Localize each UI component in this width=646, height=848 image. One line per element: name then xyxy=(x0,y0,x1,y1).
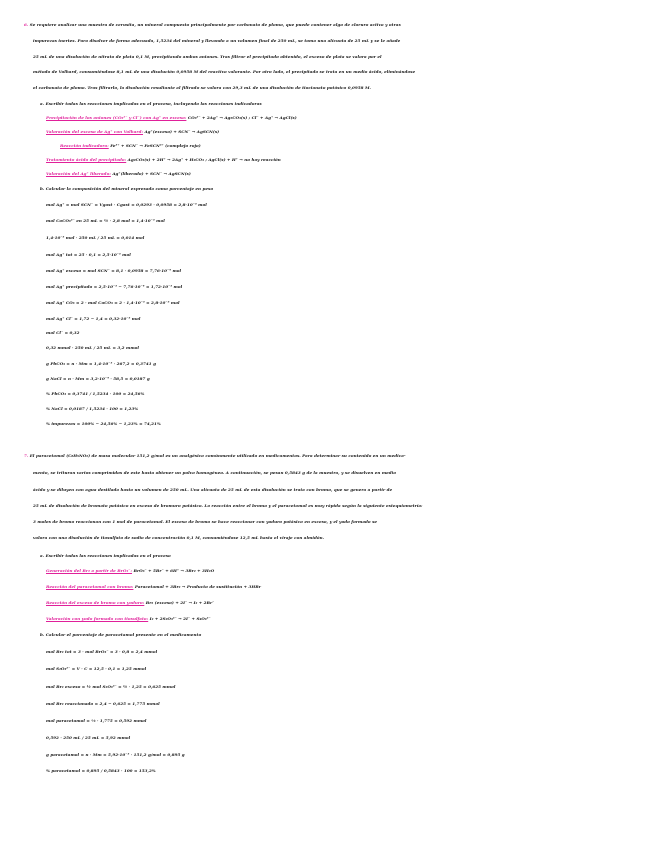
problem-7-part-a-label: a. Escribir todas las reacciones implicadas en el proceso xyxy=(40,553,171,558)
problem-7-number: 7. xyxy=(24,453,29,458)
p6-calc-11: g PbCO₃ = n · Mm = 1,4·10⁻³ · 267,2 = 0,3741 g xyxy=(46,361,156,366)
p7-reaction-4: Valoración con yodo formado con tiosulfato: I₂ + 2S₂O₃²⁻ → 2I⁻ + S₄O₆²⁻ xyxy=(46,616,211,621)
p6-calc-13: % PbCO₃ = 0,3741 / 1,5234 · 100 = 24,56% xyxy=(46,391,145,396)
p6-calc-2: mol CaCO₃²⁻ en 25 mL = ½ · 2,8 mol = 1,4·10⁻³ mol xyxy=(46,218,165,223)
p6-calc-4: mol Ag⁺ tot = 25 · 0,1 = 2,5·10⁻³ mol xyxy=(46,252,131,257)
p6-calc-8: mol Ag⁺ Cl⁻ = 1,72 − 1,4 = 0,32·10⁻³ mol xyxy=(46,316,141,321)
problem-6-line-5: el carbonato de plomo. Tras filtrarlo, la disolución resultante al filtrado se valora con 29,3 mL de una disolución de tiocianato potásico 0,0958 M. xyxy=(33,85,371,90)
p7-calc-6: 0,592 · 250 mL / 25 mL = 5,92 mmol xyxy=(46,735,131,740)
p6-calc-14: % NaCl = 0,0187 / 1,5234 · 100 = 1,23% xyxy=(46,406,139,411)
problem-7-part-b-label: b. Calcular el porcentaje de paracetamol presente en el medicamento xyxy=(40,632,202,637)
p6-calc-7: mol Ag⁺ CO₃ = 2 · mol CaCO₃ = 2 · 1,4·10⁻³ = 2,8·10⁻³ mol xyxy=(46,300,180,305)
p7-calc-3: mol Br₂ exceso = ½ mol S₂O₃²⁻ = ½ · 1,25 = 0,625 mmol xyxy=(46,684,176,689)
p6-calc-3: 1,4·10⁻³ mol · 250 mL / 25 mL = 0,014 mol xyxy=(46,235,145,240)
p6-calc-5: mol Ag⁺ exceso = mol SCN⁻ = 8,1 · 0,0958 = 7,76·10⁻⁴ mol xyxy=(46,268,182,273)
p6-calc-1: mol Ag⁺ = mol SCN⁻ = Vgast · Cgast = 0,0293 · 0,0958 = 2,8·10⁻³ mol xyxy=(46,202,207,207)
p6-calc-9: mol Cl⁻ = 0,32 xyxy=(46,330,80,335)
problem-6-intro-text: Se requiere analizar una muestra de cerusita, un mineral compuesto principalmente por carbonato de plomo, que puede contener algo de cloruro activo y otras xyxy=(29,22,401,27)
problem-6-line-4: método de Volhard, consumiéndose 8,1 mL de una disolución 0,0958 M del reactivo valorante. Por otro lado, el precipitado se trata en un medio ácido, eliminándose xyxy=(33,69,416,74)
problem-6-line-3: 25 mL de una disolución de nitrato de plata 0,1 M, precipitando ambos aniones. Tras filtrar el precipitado obtenido, el exceso de plata se valora por el xyxy=(33,54,382,59)
problem-7-line-3: ácido y se diluyen con agua destilada hasta un volumen de 250 mL. Una alícuota de 25 mL de esta disolución se trata con bromo, que se genera a partir de xyxy=(33,487,393,492)
p7-calc-5: mol paracetamol = ⅓ · 1,775 = 0,592 mmol xyxy=(46,718,147,723)
p7-calc-7: g paracetamol = n · Mm = 5,92·10⁻³ · 151,2 g/mol = 0,895 g xyxy=(46,752,185,757)
problem-6-number: 6. xyxy=(24,22,29,27)
p6-calc-15: % impurezas = 100% − 24,56% − 1,23% = 74,21% xyxy=(46,421,161,426)
problem-7-line-2: mento, se trituran varios comprimidos de este hasta obtener un polvo homogéneo. A continuación, se pesan 0,5843 g de la muestra, y se disuelven en medio xyxy=(33,470,397,475)
p7-reaction-1: Generación del Br₂ a partir de BrO₃⁻: BrO₃⁻ + 5Br⁻ + 6H⁺ → 3Br₂ + 3H₂O xyxy=(46,568,215,573)
p6-reaction-5: Valoración del Ag⁺ liberado: Ag⁺(liberado) + SCN⁻ → AgSCN(s) xyxy=(46,171,191,176)
problem-6-part-a-label: a. Escribir todas las reacciones implicadas en el proceso, incluyendo las reacciones indicadoras xyxy=(40,101,262,106)
problem-7-line-1 xyxy=(24,453,624,459)
problem-7-intro-text: El paracetamol (C₈H₉NO₂) de masa molecular 151,2 g/mol es un analgésico comúnmente utilizado en medicamentos. Para determinar su contenido en un medica- xyxy=(29,453,406,458)
p7-calc-1: mol Br₂ tot = 3 · mol BrO₃⁻ = 3 · 0,8 = 2,4 mmol xyxy=(46,649,158,654)
p7-calc-2: mol S₂O₃²⁻ = V · C = 12,5 · 0,1 = 1,25 mmol xyxy=(46,666,147,671)
p6-reaction-4: Tratamiento ácido del precipitado: Ag₂CO₃(s) + 2H⁺ → 2Ag⁺ + H₂CO₃ ; AgCl(s) + H⁺ → no hay reacción xyxy=(46,157,281,162)
p6-calc-6: mol Ag⁺ precipitado = 2,5·10⁻³ − 7,76·10⁻⁴ = 1,72·10⁻³ mol xyxy=(46,284,183,289)
p6-reaction-2: Valoración del exceso de Ag⁺ con Volhard: Ag⁺(exceso) + SCN⁻ → AgSCN(s) xyxy=(46,129,220,134)
p7-calc-8: % paracetamol = 0,895 / 0,5843 · 100 = 153,2% xyxy=(46,768,156,773)
problem-7-line-5: 3 moles de bromo reaccionan con 1 mol de paracetamol. El exceso de bromo se hace reaccionar con yoduro potásico en exceso, y el yodo formado se xyxy=(33,519,378,524)
problem-7-line-4: 25 mL de disolución de bromato potásico en exceso de bromuro potásico. La reacción entre el bromo y el paracetamol es muy rápida según la siguiente estequiometría: xyxy=(33,503,423,508)
p7-calc-4: mol Br₂ reaccionado = 2,4 − 0,625 = 1,775 mmol xyxy=(46,701,160,706)
p7-reaction-3: Reacción del exceso de bromo con yoduro: Br₂ (exceso) + 2I⁻ → I₂ + 2Br⁻ xyxy=(46,600,215,605)
p6-reaction-1: Precipitación de los aniones (CO₃²⁻ y Cl⁻) con Ag⁺ en exceso: CO₃²⁻ + 2Ag⁺ → Ag₂CO₃(s) ; Cl⁻ + Ag⁺ → AgCl(s) xyxy=(46,115,297,120)
problem-6-part-b-label: b. Calcular la composición del mineral expresada como porcentaje en peso xyxy=(40,186,214,191)
problem-6-line-1 xyxy=(24,22,624,28)
p6-reaction-3: Reacción indicadora: Fe³⁺ + SCN⁻ → FeSCN²⁺ (complejo rojo) xyxy=(60,143,201,148)
problem-7-line-6: valora con una disolución de tiosulfato de sodio de concentración 0,1 M, consumiéndose 12,5 mL hasta el viraje con almidón. xyxy=(33,535,325,540)
p6-calc-12: g NaCl = n · Mm = 3,2·10⁻⁴ · 58,5 = 0,0187 g xyxy=(46,376,150,381)
problem-6-line-2: impurezas inertes. Para disolver de forma adecuada, 1,5234 del mineral y llevando a un volumen final de 250 mL, se toma una alícuota de 25 mL y se le añade xyxy=(33,38,401,43)
p6-calc-10: 0,32 mmol · 250 mL / 25 mL = 3,2 mmol xyxy=(46,345,139,350)
p7-reaction-2: Reacción del paracetamol con bromo: Paracetamol + 3Br₂ → Producto de sustitución + 3HBr xyxy=(46,584,261,589)
